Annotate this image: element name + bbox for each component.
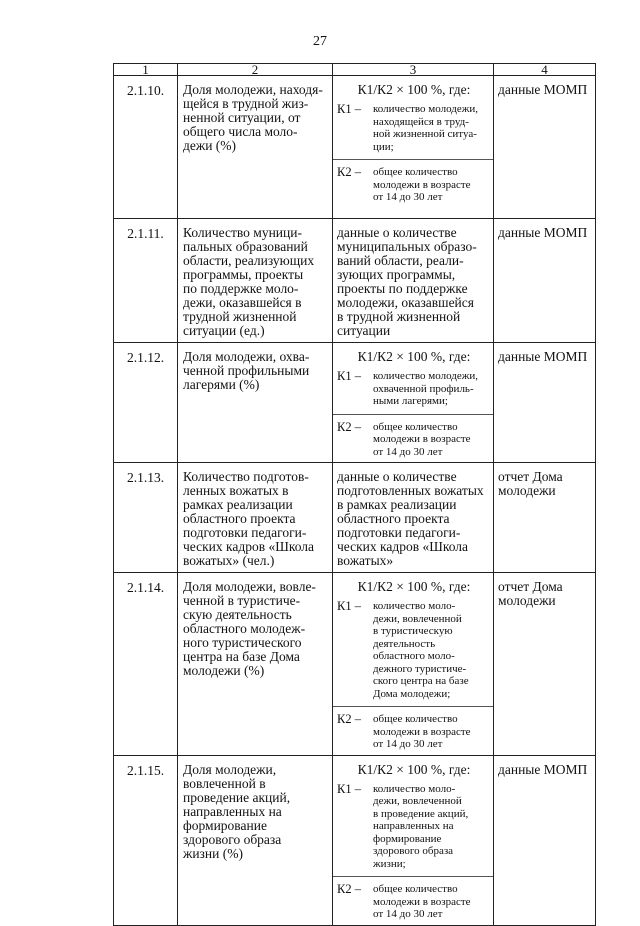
row-number: 2.1.15. [114,755,178,925]
column-number-3: 3 [333,64,494,76]
divider [333,876,493,877]
k1-text: количество молодежи, охваченной профиль- ными лагерями; [373,370,478,407]
data-source: данные МОМП [494,755,596,925]
table-row [114,343,596,463]
indicator-name: Доля молодежи, вовле- ченной в туристиче- скую деятельность областного молодеж- ного туристического центра на базе Дома молодежи (%) [178,573,333,756]
indicator-name: Доля молодежи, охва- ченной профильными лагерями (%) [178,343,333,463]
k1-text: количество моло- дежи, вовлеченной в туристическую деятельность областного моло- дежного туристиче- ского центра на базе Дома молодежи; [373,600,469,700]
k1-label: К1 – [337,369,361,383]
calculation-method [333,573,494,756]
column-number-4: 4 [494,64,596,76]
k2-label: К2 – [337,165,361,179]
formula: К1/К2 × 100 %, где: [357,82,471,97]
table-row [114,573,596,756]
data-source: отчет Дома молодежи [494,463,596,573]
k1-definition [337,600,491,700]
calculation-method: данные о количестве подготовленных вожатых в рамках реализации областного проекта подготовки педагоги- ческих кадров «Школа вожатых» [333,463,494,573]
formula: К1/К2 × 100 %, где: [357,579,471,594]
k1-definition [337,103,491,153]
table-row [114,76,596,219]
data-source: данные МОМП [494,343,596,463]
row-number: 2.1.14. [114,573,178,756]
k2-definition [337,421,491,459]
indicator-name: Доля молодежи, вовлеченной в проведение акций, направленных на формирование здорового образа жизни (%) [178,755,333,925]
k1-label: К1 – [337,102,361,116]
data-source: отчет Дома молодежи [494,573,596,756]
data-source: данные МОМП [494,76,596,219]
data-source: данные МОМП [494,219,596,343]
page-number: 27 [313,34,327,49]
divider [333,414,493,415]
indicators-table [113,63,596,926]
table-header-row [114,64,596,76]
k2-text: общее количество молодежи в возрасте от 14 до 30 лет [373,883,471,920]
calculation-method: данные о количестве муниципальных образо- ваний области, реали- зующих программы, проекты по поддержке молодежи, оказавшейся в трудной жизненной ситуации [333,219,494,343]
indicator-name: Доля молодежи, находя- щейся в трудной жиз- ненной ситуации, от общего числа моло- дежи (%) [178,76,333,219]
row-number: 2.1.10. [114,76,178,219]
row-number: 2.1.13. [114,463,178,573]
k2-label: К2 – [337,882,361,896]
k1-label: К1 – [337,781,361,796]
indicator-name: Количество подготов- ленных вожатых в рамках реализации областного проекта подготовки педагоги- ческих кадров «Школа вожатых» (чел.) [178,463,333,573]
k2-label: К2 – [337,712,361,726]
k1-text: количество молодежи, находящейся в труд- ной жизненной ситуа- ции; [373,103,478,153]
k2-definition [337,166,491,204]
k1-label: К1 – [337,599,361,613]
k2-text: общее количество молодежи в возрасте от 14 до 30 лет [373,420,471,458]
row-number: 2.1.12. [114,343,178,463]
formula: К1/К2 × 100 %, где: [357,761,471,777]
k2-definition [337,713,491,751]
calculation-method [333,343,494,463]
column-number-2: 2 [178,64,333,76]
row-number: 2.1.11. [114,219,178,343]
k1-definition [337,783,491,871]
divider [333,706,493,707]
column-number-1: 1 [114,64,178,76]
table-row [114,463,596,573]
table-row [114,219,596,343]
k1-definition [337,370,491,408]
calculation-method [333,755,494,925]
k2-label: К2 – [337,419,361,434]
k2-definition [337,883,491,921]
table-row [114,755,596,925]
calculation-method [333,76,494,219]
k2-text: общее количество молодежи в возрасте от 14 до 30 лет [373,713,471,750]
indicator-name: Количество муници- пальных образований области, реализующих программы, проекты по поддержке моло- дежи, оказавшейся в трудной жизненной ситуации (ед.) [178,219,333,343]
k2-text: общее количество молодежи в возрасте от 14 до 30 лет [373,166,471,203]
k1-text: количество моло- дежи, вовлеченной в проведение акций, направленных на формирование здорового образа жизни; [373,782,469,870]
divider [333,159,493,160]
formula: К1/К2 × 100 %, где: [357,349,471,364]
